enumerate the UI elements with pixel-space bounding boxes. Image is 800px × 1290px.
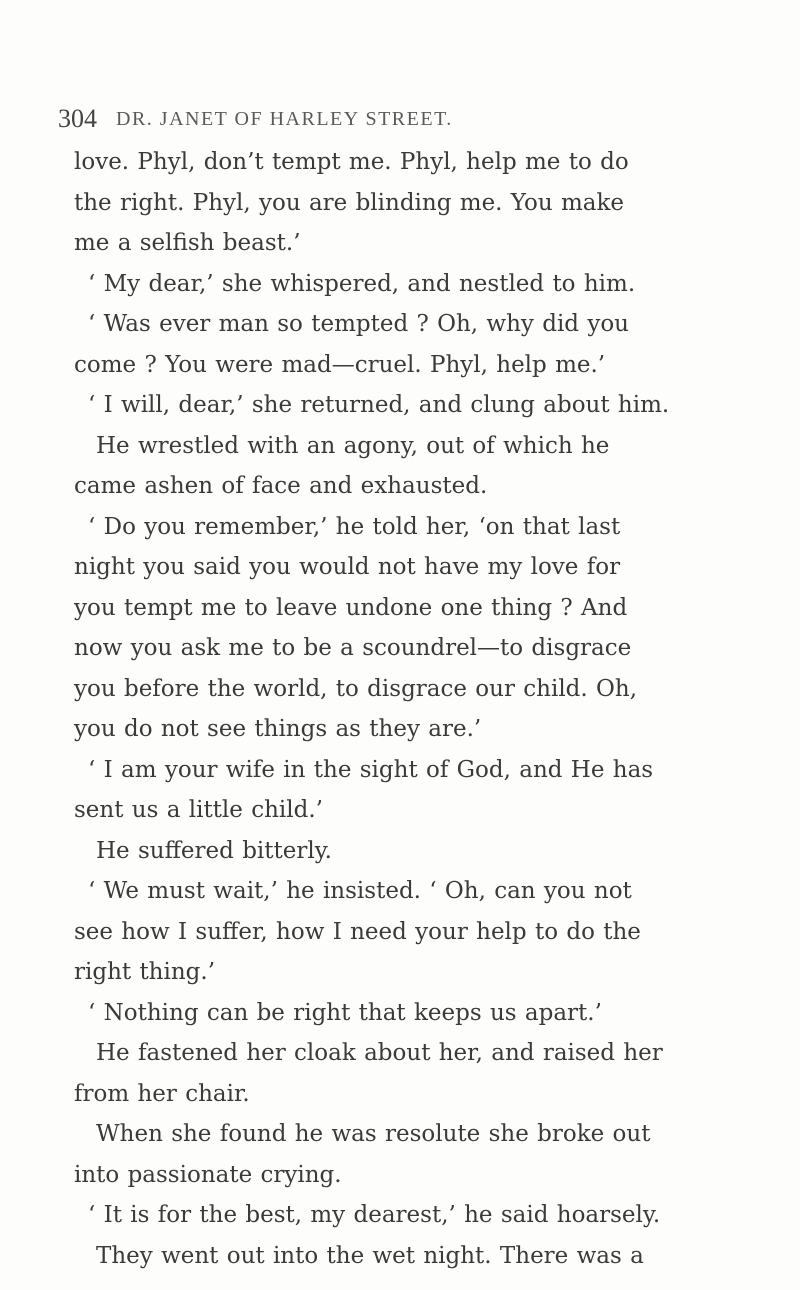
text-line: ‘ I am your wife in the sight of God, and He has [88, 756, 654, 783]
running-head: DR. JANET OF HARLEY STREET. [116, 108, 453, 130]
text-line: ‘ I will, dear,’ she returned, and clung about him. [88, 392, 670, 418]
text-line: see how I suffer, how I need your help to do the [74, 918, 641, 945]
text-line: ‘ Was ever man so tempted ? Oh, why did you [88, 311, 629, 337]
text-line: ‘ Nothing can be right that keeps us apart.’ [88, 999, 602, 1026]
text-line: you tempt me to leave undone one thing ? And [74, 594, 628, 621]
body-text [74, 142, 734, 1276]
text-line: love. Phyl, don’t tempt me. Phyl, help me to do [74, 149, 629, 175]
text-line: They went out into the wet night. There was a [96, 1242, 644, 1269]
text-line: right thing.’ [74, 959, 216, 985]
text-line: into passionate crying. [74, 1161, 342, 1188]
text-line: He suffered bitterly. [96, 837, 332, 864]
text-line: ‘ We must wait,’ he insisted. ‘ Oh, can you not [88, 878, 632, 904]
text-line: ‘ My dear,’ she whispered, and nestled to him. [88, 270, 636, 297]
text-line: When she found he was resolute she broke out [96, 1121, 651, 1147]
text-line: came ashen of face and exhausted. [74, 473, 488, 499]
text-line: you do not see things as they are.’ [74, 716, 482, 742]
page-header [58, 104, 738, 144]
text-line: from her chair. [74, 1080, 250, 1107]
text-line: sent us a little child.’ [74, 797, 323, 823]
text-line: He wrestled with an agony, out of which he [96, 432, 610, 459]
text-line: the right. Phyl, you are blinding me. You make [74, 189, 625, 216]
text-line: you before the world, to disgrace our child. Oh, [74, 675, 637, 702]
text-line: now you ask me to be a scoundrel—to disgrace [74, 635, 632, 661]
text-line: come ? You were mad—cruel. Phyl, help me.’ [74, 351, 606, 378]
text-line: He fastened her cloak about her, and raised her [96, 1040, 663, 1066]
page-number: 304 [58, 104, 97, 133]
text-line: ‘ It is for the best, my dearest,’ he said hoarsely. [88, 1202, 661, 1228]
text-line: me a selfish beast.’ [74, 230, 301, 256]
text-line: ‘ Do you remember,’ he told her, ‘on that last [88, 513, 621, 540]
text-line: night you said you would not have my love for [74, 554, 621, 580]
